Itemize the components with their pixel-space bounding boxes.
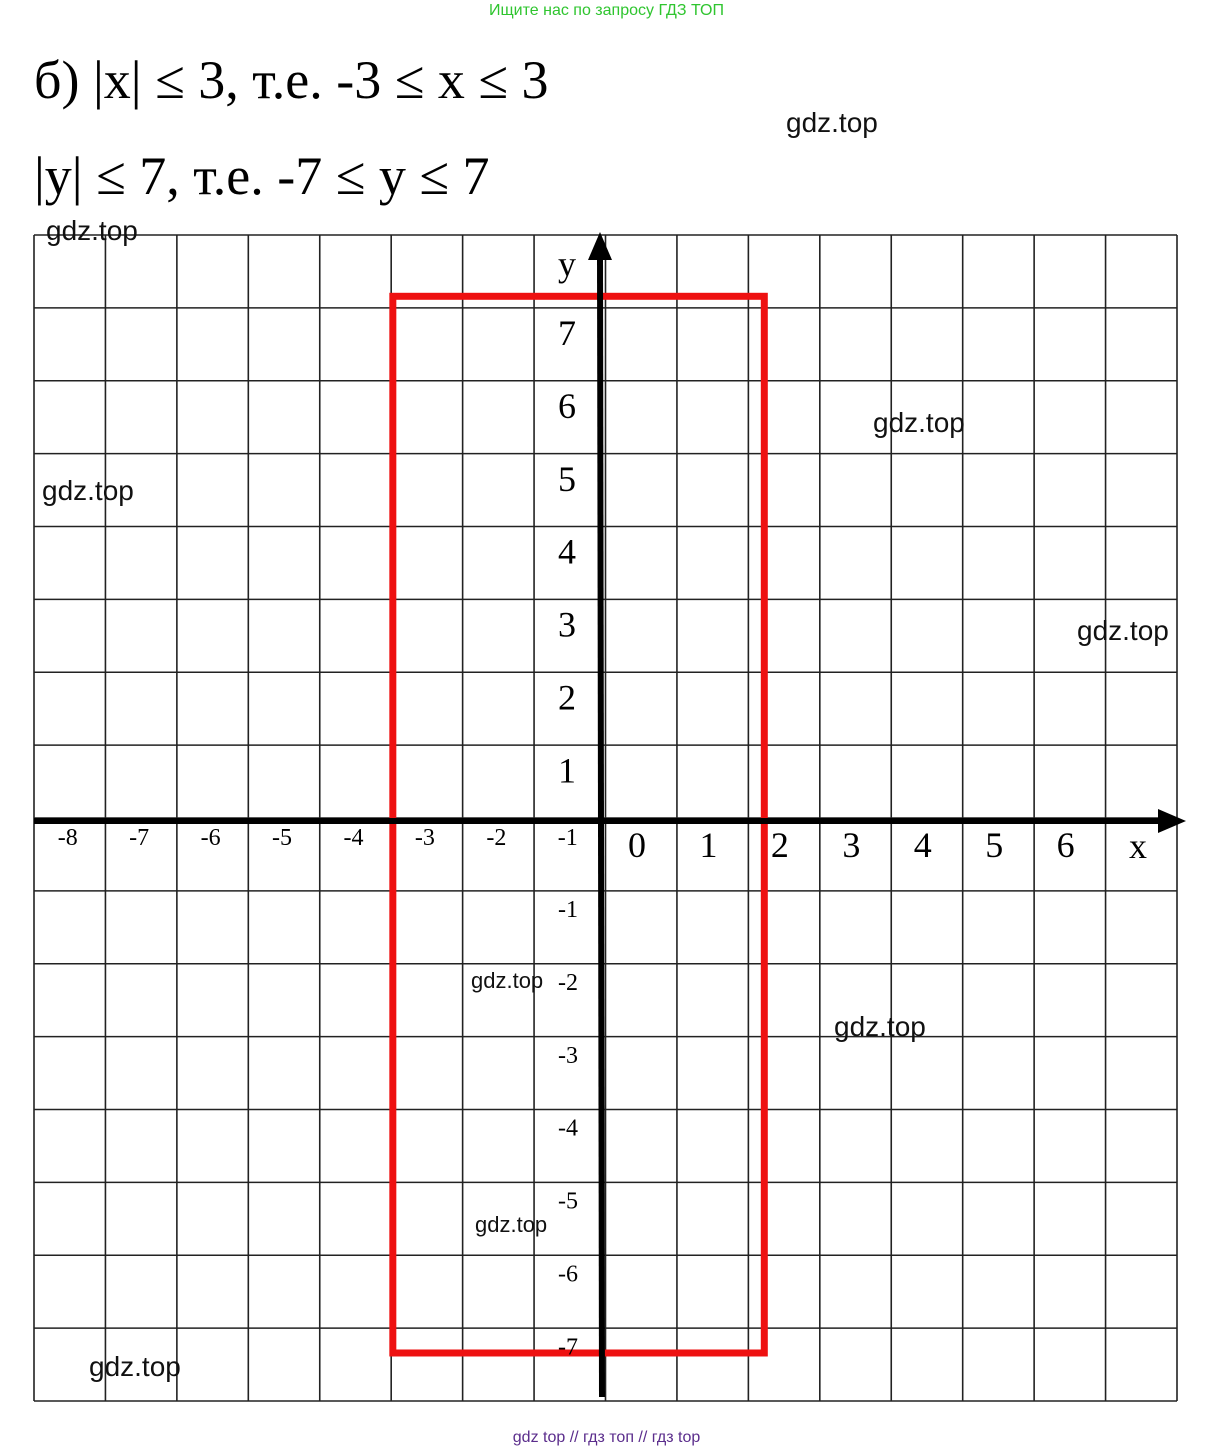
x-tick-label: 3: [842, 825, 861, 865]
x-tick-label: -1: [557, 825, 578, 851]
x-tick-label: -6: [200, 825, 221, 851]
x-tick-label: 6: [1056, 825, 1075, 865]
x-tick-label: 5: [985, 825, 1004, 865]
y-axis-arrow-icon: [588, 232, 612, 260]
bottom-banner: gdz top // гдз топ // гдз top: [512, 1429, 701, 1446]
watermark: gdz.top: [475, 1212, 548, 1237]
x-tick-label: 2: [770, 825, 789, 865]
y-tick-label: -2: [558, 969, 578, 996]
x-tick-label: -3: [414, 825, 435, 851]
y-axis: [600, 256, 602, 1397]
tick-labels: [58, 313, 1075, 1360]
watermark: gdz.top: [471, 968, 544, 993]
top-banner: Ищите нас по запросу ГДЗ ТОП: [489, 2, 724, 19]
watermark: gdz.top: [1077, 615, 1169, 646]
y-tick-label: 5: [558, 458, 576, 499]
y-axis-label: y: [558, 244, 576, 284]
y-tick-label: 1: [558, 750, 576, 791]
y-tick-label: -5: [558, 1188, 578, 1215]
watermark: gdz.top: [834, 1011, 926, 1042]
y-tick-label: 3: [558, 604, 576, 645]
x-tick-label: -5: [272, 825, 293, 851]
y-tick-label: -6: [558, 1261, 578, 1288]
x-tick-label: -8: [57, 825, 78, 851]
watermark: gdz.top: [786, 107, 878, 138]
y-tick-label: -3: [558, 1042, 578, 1069]
x-tick-label: 0: [628, 825, 646, 865]
x-tick-label: -2: [486, 825, 507, 851]
y-tick-label: 6: [558, 385, 576, 426]
watermark: gdz.top: [42, 475, 134, 506]
x-tick-label: 1: [699, 825, 718, 865]
y-tick-label: 7: [558, 313, 576, 353]
x-axis-label: x: [1129, 826, 1147, 866]
y-tick-label: -4: [558, 1115, 578, 1142]
y-tick-label: 2: [558, 677, 576, 718]
formula-line-2: |y| ≤ 7, т.е. -7 ≤ y ≤ 7: [34, 146, 490, 206]
y-tick-label: 4: [558, 531, 576, 572]
x-tick-label: -7: [129, 825, 150, 851]
y-tick-label: -1: [558, 897, 578, 923]
x-tick-label: 4: [913, 825, 932, 865]
watermark: gdz.top: [89, 1351, 181, 1382]
x-axis-arrow-icon: [1158, 809, 1186, 833]
x-tick-label: -4: [343, 825, 364, 851]
formula-line-1: б) |x| ≤ 3, т.е. -3 ≤ x ≤ 3: [34, 50, 549, 110]
watermark: gdz.top: [46, 215, 138, 246]
y-tick-label: -7: [558, 1334, 578, 1361]
watermark: gdz.top: [873, 407, 965, 438]
